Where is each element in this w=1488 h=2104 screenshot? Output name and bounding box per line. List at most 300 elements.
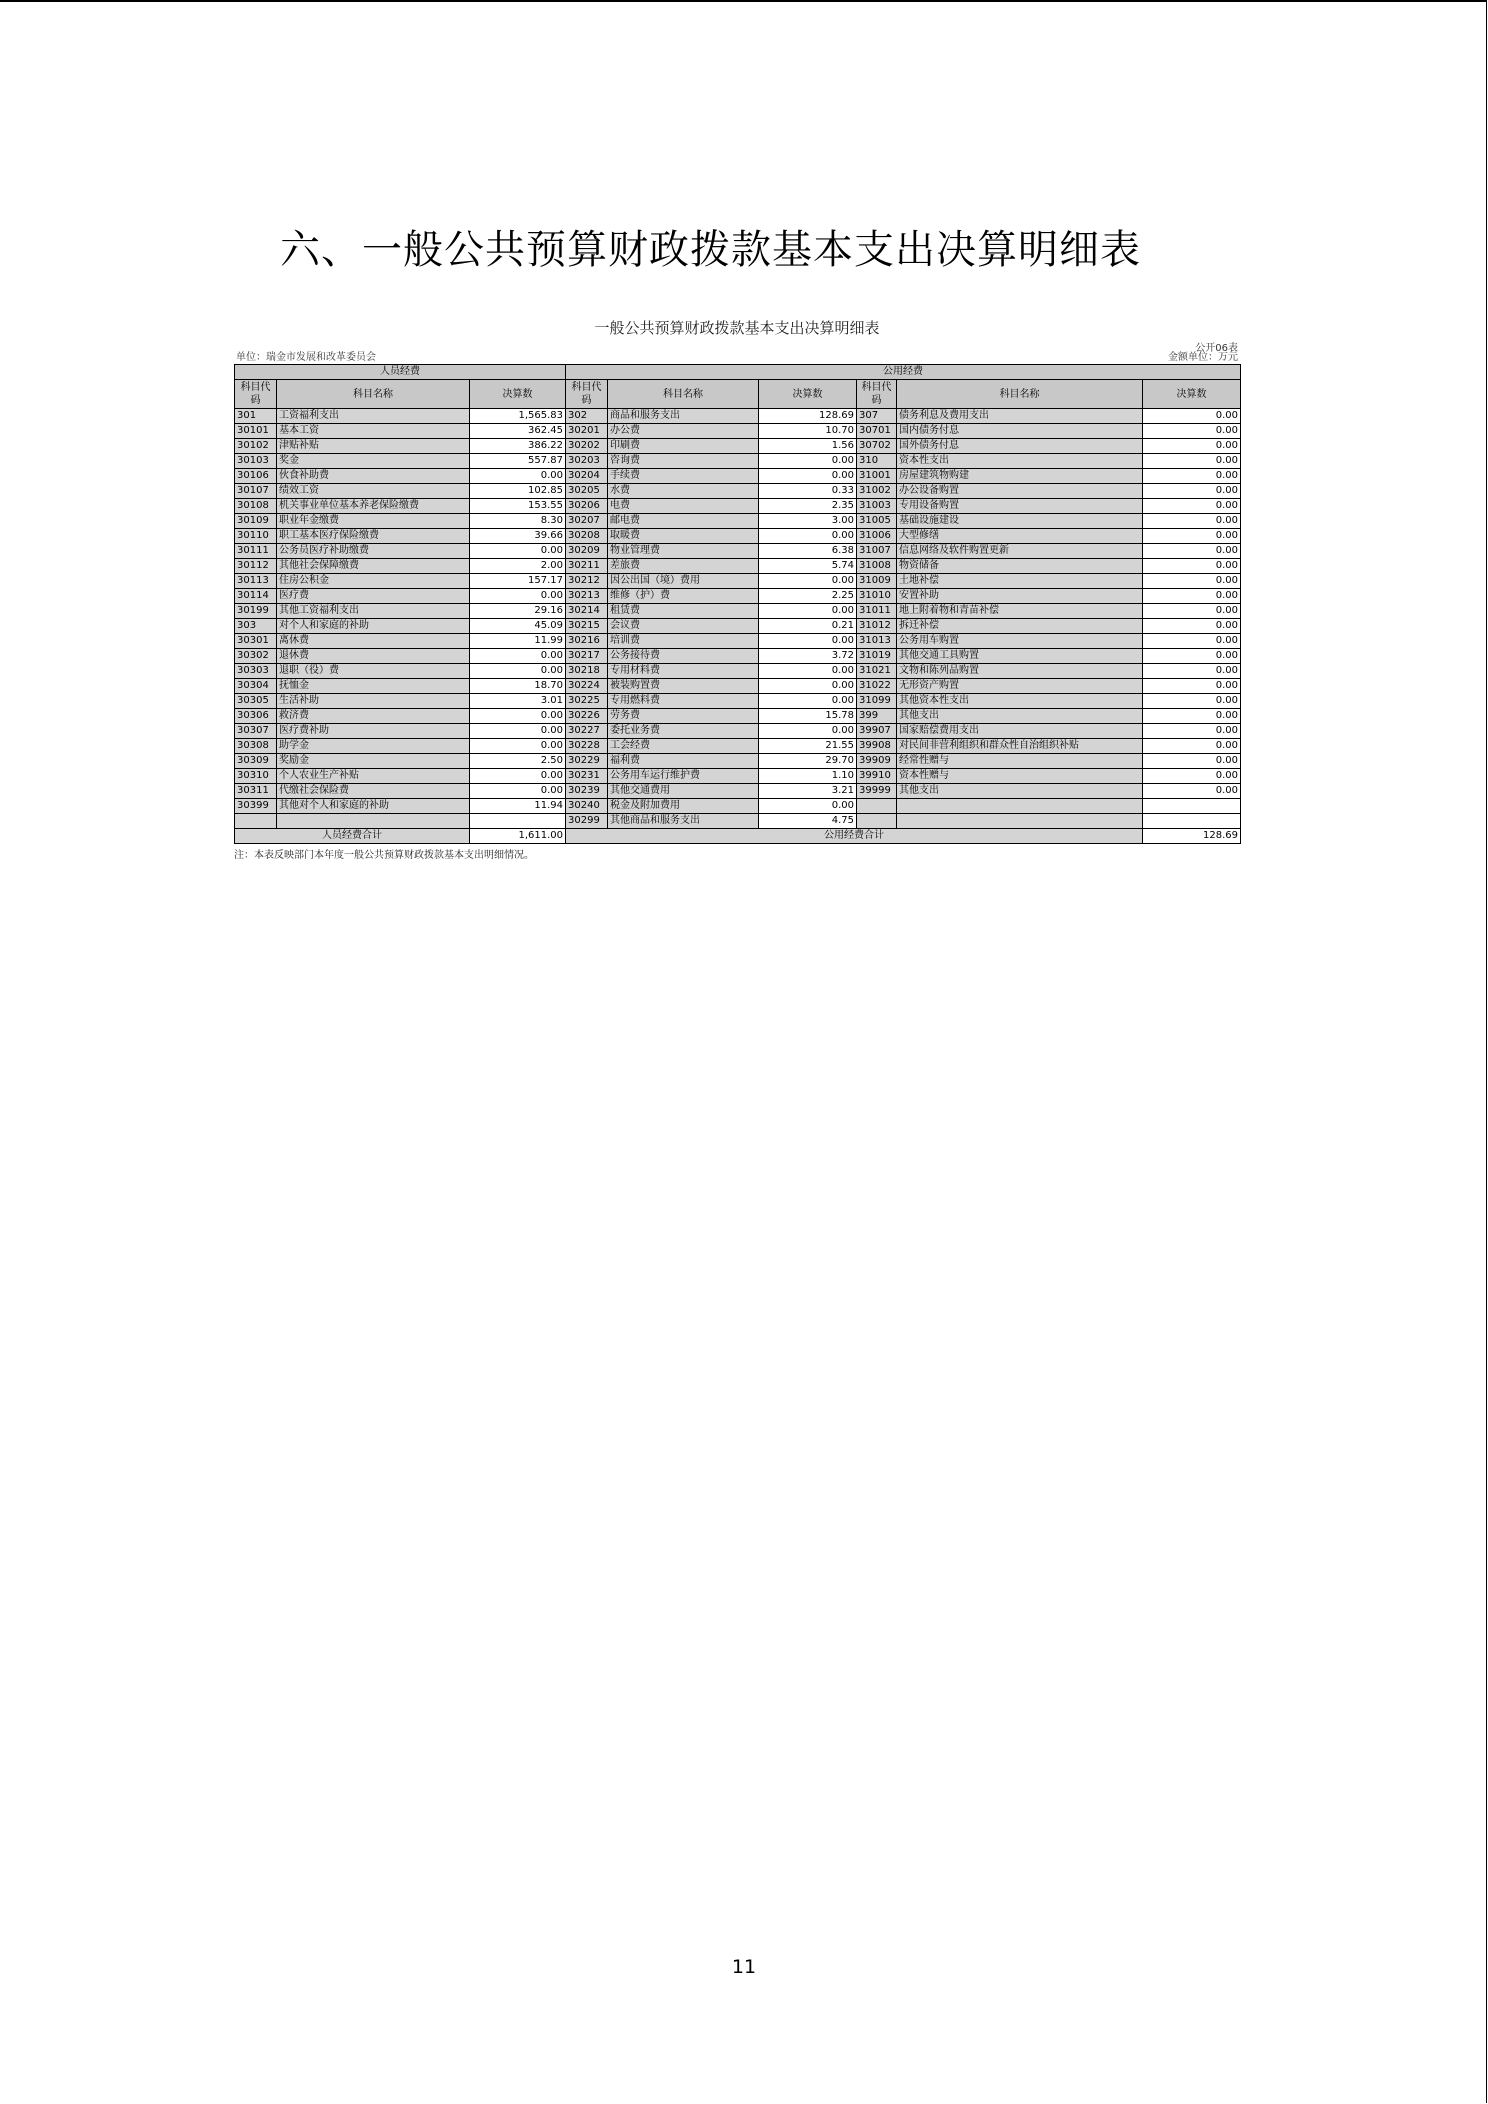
item-code: 31099	[857, 694, 897, 709]
item-amount: 0.00	[759, 679, 857, 694]
item-name: 专用设备购置	[897, 499, 1143, 514]
item-code: 30206	[566, 499, 608, 514]
item-code: 30199	[235, 604, 277, 619]
item-amount: 0.00	[1143, 409, 1241, 424]
item-amount: 0.00	[470, 784, 566, 799]
item-name: 对民间非营利组织和群众性自治组织补贴	[897, 739, 1143, 754]
item-name: 绩效工资	[277, 484, 470, 499]
item-amount: 0.00	[470, 769, 566, 784]
item-name: 无形资产购置	[897, 679, 1143, 694]
item-name: 医疗费补助	[277, 724, 470, 739]
item-code: 30102	[235, 439, 277, 454]
item-name: 因公出国（境）费用	[608, 574, 759, 589]
item-amount	[1143, 799, 1241, 814]
table-row	[235, 649, 1241, 664]
item-name: 工资福利支出	[277, 409, 470, 424]
header-code: 科目代码	[235, 380, 277, 409]
item-code: 30218	[566, 664, 608, 679]
item-code: 30309	[235, 754, 277, 769]
item-amount: 8.30	[470, 514, 566, 529]
item-name	[897, 814, 1143, 829]
item-code: 30226	[566, 709, 608, 724]
item-name: 其他支出	[897, 784, 1143, 799]
item-name: 会议费	[608, 619, 759, 634]
item-name: 公务接待费	[608, 649, 759, 664]
table-meta	[234, 338, 1240, 364]
item-code: 30308	[235, 739, 277, 754]
item-amount: 0.00	[759, 604, 857, 619]
item-name: 地上附着物和青苗补偿	[897, 604, 1143, 619]
table-row	[235, 709, 1241, 724]
item-name: 差旅费	[608, 559, 759, 574]
item-name: 物资储备	[897, 559, 1143, 574]
item-amount: 0.00	[1143, 439, 1241, 454]
item-code: 39908	[857, 739, 897, 754]
item-code: 30201	[566, 424, 608, 439]
item-code: 30301	[235, 634, 277, 649]
item-amount: 0.00	[1143, 604, 1241, 619]
item-amount: 11.94	[470, 799, 566, 814]
item-code: 302	[566, 409, 608, 424]
item-code: 30203	[566, 454, 608, 469]
item-name: 手续费	[608, 469, 759, 484]
item-code: 310	[857, 454, 897, 469]
item-amount: 39.66	[470, 529, 566, 544]
table-note: 注：本表反映部门本年度一般公共预算财政拨款基本支出明细情况。	[234, 850, 534, 861]
item-name: 国内债务付息	[897, 424, 1143, 439]
item-code: 30306	[235, 709, 277, 724]
item-amount: 0.00	[1143, 709, 1241, 724]
item-amount: 157.17	[470, 574, 566, 589]
item-amount: 2.00	[470, 559, 566, 574]
item-amount: 0.00	[470, 649, 566, 664]
item-name: 住房公积金	[277, 574, 470, 589]
table-row	[235, 694, 1241, 709]
item-amount: 1,565.83	[470, 409, 566, 424]
item-code: 30305	[235, 694, 277, 709]
item-code: 30215	[566, 619, 608, 634]
item-amount: 21.55	[759, 739, 857, 754]
item-code	[235, 814, 277, 829]
item-code	[857, 814, 897, 829]
total-personnel-label: 人员经费合计	[235, 829, 470, 844]
item-amount: 0.00	[759, 634, 857, 649]
expenditure-detail-table	[234, 364, 1241, 844]
item-amount: 0.00	[1143, 784, 1241, 799]
page-title: 六、一般公共预算财政拨款基本支出决算明细表	[280, 227, 1141, 273]
table-row	[235, 634, 1241, 649]
table-row	[235, 784, 1241, 799]
item-amount: 0.00	[1143, 694, 1241, 709]
item-code: 30303	[235, 664, 277, 679]
header-name: 科目名称	[277, 380, 470, 409]
item-amount	[470, 814, 566, 829]
group-header-row	[235, 365, 1241, 380]
item-amount: 0.00	[759, 529, 857, 544]
item-amount: 0.00	[1143, 724, 1241, 739]
header-amount: 决算数	[759, 380, 857, 409]
item-code: 31010	[857, 589, 897, 604]
item-code: 31006	[857, 529, 897, 544]
item-name: 其他商品和服务支出	[608, 814, 759, 829]
item-code: 30310	[235, 769, 277, 784]
item-amount: 0.00	[1143, 559, 1241, 574]
item-code: 30213	[566, 589, 608, 604]
header-name: 科目名称	[608, 380, 759, 409]
header-code: 科目代码	[857, 380, 897, 409]
item-name: 伙食补助费	[277, 469, 470, 484]
table-row	[235, 574, 1241, 589]
table-row	[235, 589, 1241, 604]
table-row	[235, 664, 1241, 679]
header-amount: 决算数	[1143, 380, 1241, 409]
item-amount: 0.00	[759, 574, 857, 589]
detail-table-container	[234, 318, 1240, 861]
item-name: 退职（役）费	[277, 664, 470, 679]
currency-unit: 金额单位：万元	[1168, 352, 1238, 363]
item-code: 30302	[235, 649, 277, 664]
item-amount: 0.33	[759, 484, 857, 499]
table-row	[235, 454, 1241, 469]
item-code: 399	[857, 709, 897, 724]
item-name: 其他社会保障缴费	[277, 559, 470, 574]
item-code: 31003	[857, 499, 897, 514]
item-code: 30216	[566, 634, 608, 649]
item-amount: 0.00	[470, 589, 566, 604]
table-row	[235, 739, 1241, 754]
item-code: 30240	[566, 799, 608, 814]
item-amount: 1.56	[759, 439, 857, 454]
header-code: 科目代码	[566, 380, 608, 409]
item-name	[897, 799, 1143, 814]
item-name: 津贴补贴	[277, 439, 470, 454]
item-name: 培训费	[608, 634, 759, 649]
item-code: 30311	[235, 784, 277, 799]
item-code: 30205	[566, 484, 608, 499]
item-code: 30110	[235, 529, 277, 544]
item-name: 其他工资福利支出	[277, 604, 470, 619]
item-name: 专用燃料费	[608, 694, 759, 709]
item-amount: 0.00	[759, 469, 857, 484]
item-amount: 0.00	[1143, 664, 1241, 679]
item-amount: 0.00	[1143, 574, 1241, 589]
item-name: 维修（护）费	[608, 589, 759, 604]
table-row	[235, 529, 1241, 544]
item-amount: 0.00	[759, 454, 857, 469]
item-amount: 0.00	[1143, 754, 1241, 769]
table-row	[235, 724, 1241, 739]
item-amount: 3.00	[759, 514, 857, 529]
item-code: 31001	[857, 469, 897, 484]
item-code: 30112	[235, 559, 277, 574]
item-name: 机关事业单位基本养老保险缴费	[277, 499, 470, 514]
total-public-value: 128.69	[1143, 829, 1241, 844]
item-name: 劳务费	[608, 709, 759, 724]
item-code: 30399	[235, 799, 277, 814]
total-row	[235, 829, 1241, 844]
item-name: 对个人和家庭的补助	[277, 619, 470, 634]
table-row	[235, 409, 1241, 424]
item-amount: 6.38	[759, 544, 857, 559]
item-name: 办公费	[608, 424, 759, 439]
item-amount: 0.00	[1143, 589, 1241, 604]
item-amount: 0.00	[1143, 634, 1241, 649]
item-code: 31008	[857, 559, 897, 574]
item-amount: 0.00	[1143, 529, 1241, 544]
item-code: 30225	[566, 694, 608, 709]
table-row	[235, 559, 1241, 574]
item-name: 物业管理费	[608, 544, 759, 559]
item-code: 39910	[857, 769, 897, 784]
table-row	[235, 469, 1241, 484]
item-amount: 153.55	[470, 499, 566, 514]
total-personnel-value: 1,611.00	[470, 829, 566, 844]
table-row	[235, 814, 1241, 829]
item-amount: 1.10	[759, 769, 857, 784]
item-name: 资本性支出	[897, 454, 1143, 469]
item-amount: 386.22	[470, 439, 566, 454]
item-code: 30202	[566, 439, 608, 454]
item-code: 31011	[857, 604, 897, 619]
item-code: 30228	[566, 739, 608, 754]
item-amount: 0.00	[1143, 769, 1241, 784]
item-code: 30208	[566, 529, 608, 544]
item-name: 奖励金	[277, 754, 470, 769]
item-amount: 362.45	[470, 424, 566, 439]
item-amount: 0.00	[470, 709, 566, 724]
item-name	[277, 814, 470, 829]
table-row	[235, 769, 1241, 784]
item-name: 拆迁补偿	[897, 619, 1143, 634]
item-code: 31007	[857, 544, 897, 559]
form-number: 公开06表	[1195, 343, 1238, 354]
item-name: 税金及附加费用	[608, 799, 759, 814]
item-amount: 102.85	[470, 484, 566, 499]
item-name: 职工基本医疗保险缴费	[277, 529, 470, 544]
table-row	[235, 604, 1241, 619]
group-public-header: 公用经费	[566, 365, 1241, 380]
item-amount: 0.00	[759, 664, 857, 679]
item-code: 30204	[566, 469, 608, 484]
item-name: 其他交通费用	[608, 784, 759, 799]
item-amount: 0.00	[1143, 484, 1241, 499]
item-amount: 0.00	[470, 544, 566, 559]
item-code: 31005	[857, 514, 897, 529]
item-name: 租赁费	[608, 604, 759, 619]
item-amount: 45.09	[470, 619, 566, 634]
item-code: 30103	[235, 454, 277, 469]
item-name: 信息网络及软件购置更新	[897, 544, 1143, 559]
item-name: 委托业务费	[608, 724, 759, 739]
item-name: 专用材料费	[608, 664, 759, 679]
item-amount: 10.70	[759, 424, 857, 439]
item-name: 救济费	[277, 709, 470, 724]
item-name: 福利费	[608, 754, 759, 769]
item-amount: 0.00	[1143, 514, 1241, 529]
item-code: 30211	[566, 559, 608, 574]
item-amount: 0.00	[1143, 739, 1241, 754]
item-name: 资本性赠与	[897, 769, 1143, 784]
item-amount: 0.00	[1143, 469, 1241, 484]
item-name: 大型修缮	[897, 529, 1143, 544]
item-amount: 0.00	[470, 724, 566, 739]
item-code: 30702	[857, 439, 897, 454]
item-name: 离休费	[277, 634, 470, 649]
item-name: 文物和陈列品购置	[897, 664, 1143, 679]
item-amount: 128.69	[759, 409, 857, 424]
item-amount: 3.01	[470, 694, 566, 709]
table-row	[235, 544, 1241, 559]
table-row	[235, 619, 1241, 634]
item-code: 30207	[566, 514, 608, 529]
item-amount: 5.74	[759, 559, 857, 574]
item-name: 工会经费	[608, 739, 759, 754]
item-name: 印刷费	[608, 439, 759, 454]
item-amount: 557.87	[470, 454, 566, 469]
item-amount: 0.00	[1143, 544, 1241, 559]
total-public-label: 公用经费合计	[566, 829, 1143, 844]
item-code: 30227	[566, 724, 608, 739]
item-name: 债务利息及费用支出	[897, 409, 1143, 424]
item-name: 商品和服务支出	[608, 409, 759, 424]
item-amount: 3.21	[759, 784, 857, 799]
item-code: 30307	[235, 724, 277, 739]
item-name: 咨询费	[608, 454, 759, 469]
item-name: 土地补偿	[897, 574, 1143, 589]
item-amount: 2.35	[759, 499, 857, 514]
item-name: 职业年金缴费	[277, 514, 470, 529]
item-code: 30109	[235, 514, 277, 529]
item-amount: 0.00	[1143, 649, 1241, 664]
table-row	[235, 799, 1241, 814]
item-code: 31021	[857, 664, 897, 679]
item-name: 其他支出	[897, 709, 1143, 724]
table-body	[235, 409, 1241, 829]
item-name: 国家赔偿费用支出	[897, 724, 1143, 739]
item-amount: 0.00	[1143, 454, 1241, 469]
item-code: 30106	[235, 469, 277, 484]
item-code: 39909	[857, 754, 897, 769]
item-code: 31019	[857, 649, 897, 664]
item-name: 水费	[608, 484, 759, 499]
item-code: 30111	[235, 544, 277, 559]
item-amount: 18.70	[470, 679, 566, 694]
item-code: 307	[857, 409, 897, 424]
item-code	[857, 799, 897, 814]
item-amount: 0.00	[1143, 679, 1241, 694]
item-code: 30212	[566, 574, 608, 589]
item-amount: 0.00	[1143, 619, 1241, 634]
item-name: 经常性赠与	[897, 754, 1143, 769]
item-name: 生活补助	[277, 694, 470, 709]
item-code: 39999	[857, 784, 897, 799]
item-amount: 4.75	[759, 814, 857, 829]
table-row	[235, 439, 1241, 454]
item-amount: 2.50	[470, 754, 566, 769]
item-code: 39907	[857, 724, 897, 739]
item-amount: 29.70	[759, 754, 857, 769]
header-name: 科目名称	[897, 380, 1143, 409]
item-name: 奖金	[277, 454, 470, 469]
item-name: 办公设备购置	[897, 484, 1143, 499]
item-code: 31013	[857, 634, 897, 649]
item-name: 安置补助	[897, 589, 1143, 604]
item-code: 30214	[566, 604, 608, 619]
item-name: 电费	[608, 499, 759, 514]
group-personnel-header: 人员经费	[235, 365, 566, 380]
item-code: 30229	[566, 754, 608, 769]
item-name: 退休费	[277, 649, 470, 664]
item-code: 30209	[566, 544, 608, 559]
item-name: 其他资本性支出	[897, 694, 1143, 709]
item-code: 30231	[566, 769, 608, 784]
item-amount: 0.00	[470, 739, 566, 754]
header-amount: 决算数	[470, 380, 566, 409]
item-name: 助学金	[277, 739, 470, 754]
table-row	[235, 424, 1241, 439]
item-name: 国外债务付息	[897, 439, 1143, 454]
item-amount: 0.00	[759, 724, 857, 739]
item-code: 303	[235, 619, 277, 634]
item-name: 公务用车购置	[897, 634, 1143, 649]
item-code: 30217	[566, 649, 608, 664]
table-row	[235, 499, 1241, 514]
item-code: 30108	[235, 499, 277, 514]
item-code: 30101	[235, 424, 277, 439]
item-amount: 0.00	[1143, 499, 1241, 514]
item-name: 其他交通工具购置	[897, 649, 1143, 664]
item-code: 30114	[235, 589, 277, 604]
item-code: 30113	[235, 574, 277, 589]
page-number: 11	[731, 1956, 757, 1978]
table-row	[235, 484, 1241, 499]
item-code: 30107	[235, 484, 277, 499]
table-row	[235, 679, 1241, 694]
item-amount: 0.00	[470, 664, 566, 679]
item-code: 31009	[857, 574, 897, 589]
item-amount: 0.21	[759, 619, 857, 634]
item-name: 其他对个人和家庭的补助	[277, 799, 470, 814]
item-amount: 2.25	[759, 589, 857, 604]
table-title: 一般公共预算财政拨款基本支出决算明细表	[594, 319, 880, 337]
item-name: 个人农业生产补贴	[277, 769, 470, 784]
item-amount: 0.00	[759, 694, 857, 709]
item-name: 代缴社会保险费	[277, 784, 470, 799]
item-name: 基础设施建设	[897, 514, 1143, 529]
item-name: 房屋建筑物购建	[897, 469, 1143, 484]
item-name: 基本工资	[277, 424, 470, 439]
item-name: 医疗费	[277, 589, 470, 604]
item-name: 公务员医疗补助缴费	[277, 544, 470, 559]
table-row	[235, 754, 1241, 769]
item-code: 31002	[857, 484, 897, 499]
item-amount	[1143, 814, 1241, 829]
item-code: 30701	[857, 424, 897, 439]
column-header-row	[235, 380, 1241, 409]
item-name: 取暖费	[608, 529, 759, 544]
item-name: 邮电费	[608, 514, 759, 529]
item-amount: 29.16	[470, 604, 566, 619]
unit-label: 单位：瑞金市发展和改革委员会	[236, 352, 376, 363]
item-code: 30239	[566, 784, 608, 799]
item-name: 被装购置费	[608, 679, 759, 694]
item-name: 公务用车运行维护费	[608, 769, 759, 784]
item-code: 301	[235, 409, 277, 424]
table-row	[235, 514, 1241, 529]
item-amount: 15.78	[759, 709, 857, 724]
item-code: 31012	[857, 619, 897, 634]
item-amount: 0.00	[1143, 424, 1241, 439]
